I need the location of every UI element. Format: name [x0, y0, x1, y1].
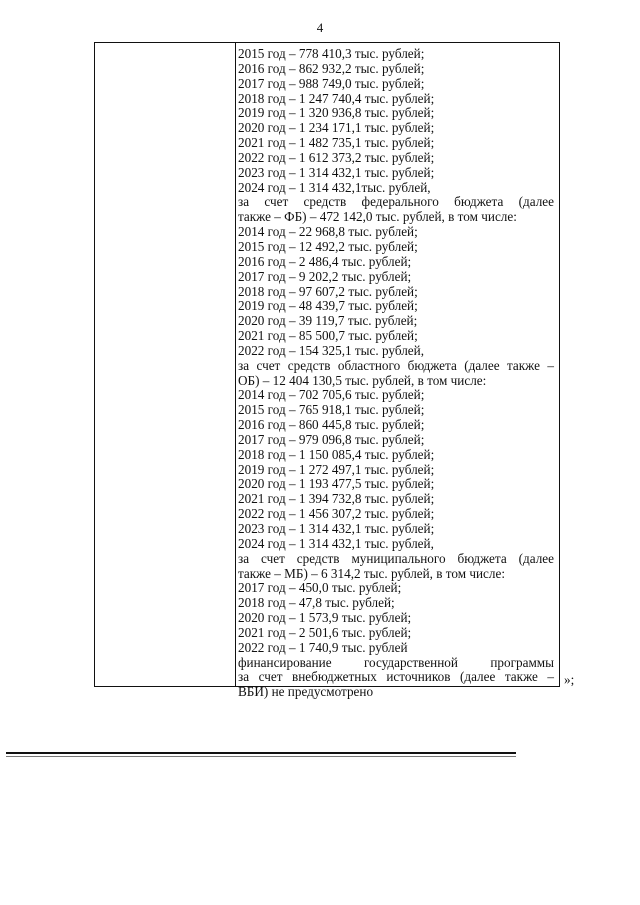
text-line: 2017 год – 979 096,8 тыс. рублей; [238, 431, 425, 447]
text-line: 2021 год – 1 482 735,1 тыс. рублей; [238, 135, 435, 151]
text-line: за счет средств муниципального бюджета (далее [238, 550, 554, 566]
text-line: 2022 год – 1 456 307,2 тыс. рублей; [238, 506, 435, 522]
text-line: 2016 год – 862 932,2 тыс. рублей; [238, 60, 425, 76]
text-line: 2018 год – 1 150 085,4 тыс. рублей; [238, 446, 435, 462]
text-line: также – ФБ) – 472 142,0 тыс. рублей, в том числе: [238, 209, 517, 225]
text-line: 2021 год – 2 501,6 тыс. рублей; [238, 624, 412, 640]
text-line: за счет средств областного бюджета (далее также – [238, 357, 554, 373]
text-line: 2019 год – 48 439,7 тыс. рублей; [238, 298, 418, 314]
funding-text-cell [236, 47, 558, 700]
text-line: 2018 год – 1 247 740,4 тыс. рублей; [238, 90, 435, 106]
text-line: 2018 год – 97 607,2 тыс. рублей; [238, 283, 418, 299]
text-line: 2021 год – 85 500,7 тыс. рублей; [238, 328, 418, 344]
text-line: 2017 год – 450,0 тыс. рублей; [238, 580, 402, 596]
text-line: 2022 год – 1 740,9 тыс. рублей [238, 639, 408, 655]
text-line: за счет внебюджетных источников (далее также – [238, 669, 554, 685]
text-line: 2015 год – 765 918,1 тыс. рублей; [238, 402, 425, 418]
text-line: 2015 год – 778 410,3 тыс. рублей; [238, 46, 425, 61]
text-line: 2019 год – 1 320 936,8 тыс. рублей; [238, 105, 435, 121]
text-line: 2020 год – 1 234 171,1 тыс. рублей; [238, 120, 435, 136]
text-line: 2023 год – 1 314 432,1 тыс. рублей; [238, 164, 435, 180]
text-line: 2017 год – 9 202,2 тыс. рублей; [238, 268, 412, 284]
text-line: 2016 год – 2 486,4 тыс. рублей; [238, 253, 412, 269]
page-number: 4 [316, 20, 324, 35]
footer-rule [6, 752, 516, 754]
footer-rule-thin [6, 756, 516, 757]
text-line: 2020 год – 1 573,9 тыс. рублей; [238, 610, 412, 626]
text-line: также – МБ) – 6 314,2 тыс. рублей, в том числе: [238, 565, 506, 581]
text-line: финансирование государственной программы [238, 654, 554, 670]
text-line: 2014 год – 702 705,6 тыс. рублей; [238, 387, 425, 403]
text-line: 2024 год – 1 314 432,1тыс. рублей, [238, 179, 431, 195]
funding-table [94, 42, 560, 700]
text-line: 2020 год – 1 193 477,5 тыс. рублей; [238, 476, 435, 492]
text-line: за счет средств федерального бюджета (далее [238, 194, 554, 210]
text-line: 2018 год – 47,8 тыс. рублей; [238, 595, 395, 611]
closing-quote: »; [564, 672, 575, 687]
text-line: ВБИ) не предусмотрено [238, 684, 374, 700]
text-line: 2016 год – 860 445,8 тыс. рублей; [238, 417, 425, 433]
text-line: 2024 год – 1 314 432,1 тыс. рублей, [238, 535, 434, 551]
text-line: 2022 год – 154 325,1 тыс. рублей, [238, 342, 424, 358]
text-line: 2019 год – 1 272 497,1 тыс. рублей; [238, 461, 435, 477]
text-line: ОБ) – 12 404 130,5 тыс. рублей, в том числе: [238, 372, 487, 388]
text-line: 2015 год – 12 492,2 тыс. рублей; [238, 238, 418, 254]
text-line: 2022 год – 1 612 373,2 тыс. рублей; [238, 149, 435, 165]
text-line: 2017 год – 988 749,0 тыс. рублей; [238, 75, 425, 91]
table-cell-empty [95, 43, 235, 686]
text-line: 2023 год – 1 314 432,1 тыс. рублей; [238, 521, 435, 536]
text-line: 2014 год – 22 968,8 тыс. рублей; [238, 224, 418, 240]
text-line: 2021 год – 1 394 732,8 тыс. рублей; [238, 491, 435, 507]
text-line: 2020 год – 39 119,7 тыс. рублей; [238, 313, 418, 329]
